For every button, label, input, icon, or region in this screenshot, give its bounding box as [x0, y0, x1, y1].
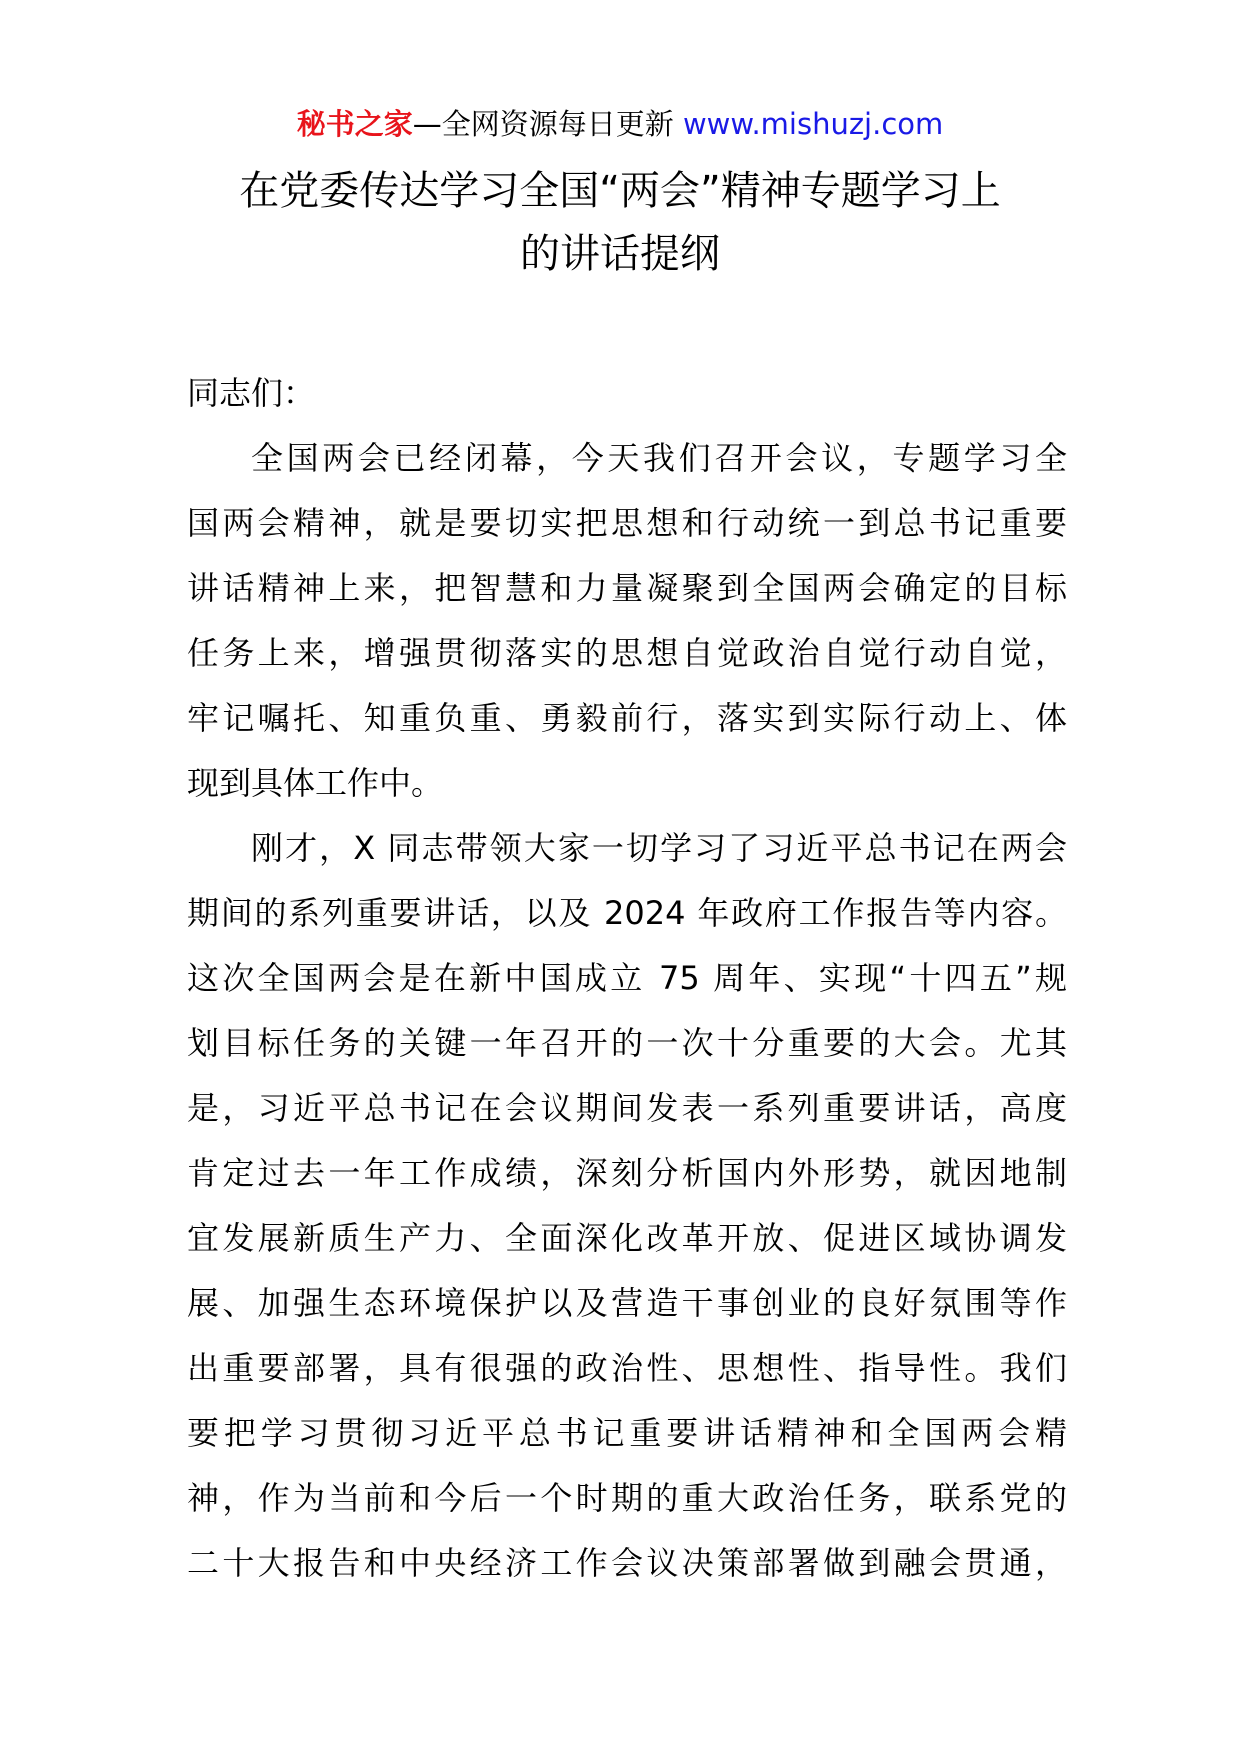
- site-brand: 秘书之家: [296, 107, 413, 141]
- site-header: [0, 104, 1240, 144]
- paragraph-line: 划目标任务的关键一年召开的一次十分重要的大会。尤其: [187, 1024, 1067, 1062]
- paragraph-line: 全国两会已经闭幕，今天我们召开会议，专题学习全: [251, 439, 1067, 477]
- paragraph-line: 展、加强生态环境保护以及营造干事创业的良好氛围等作: [187, 1284, 1067, 1322]
- paragraph-line: 牢记嘱托、知重负重、勇毅前行，落实到实际行动上、体: [187, 699, 1067, 737]
- paragraph-line: 这次全国两会是在新中国成立 75 周年、实现“十四五”规: [187, 959, 1067, 997]
- paragraph-line: 神，作为当前和今后一个时期的重大政治任务，联系党的: [187, 1479, 1067, 1517]
- site-url-link[interactable]: www.mishuzj.com: [682, 107, 944, 141]
- paragraph-line: 期间的系列重要讲话，以及 2024 年政府工作报告等内容。: [187, 894, 1067, 932]
- paragraph-line: 现到具体工作中。: [187, 764, 444, 802]
- paragraph-line: 出重要部署，具有很强的政治性、思想性、指导性。我们: [187, 1349, 1067, 1387]
- salutation: 同志们：: [187, 374, 316, 412]
- paragraph-line: 是，习近平总书记在会议期间发表一系列重要讲话，高度: [187, 1089, 1067, 1127]
- document-body: [187, 361, 1067, 1596]
- document-title-line-1: 在党委传达学习全国“两会”精神专题学习上: [239, 168, 1001, 214]
- paragraph-line: 刚才，X 同志带领大家一切学习了习近平总书记在两会: [251, 829, 1067, 867]
- paragraph-2: [187, 816, 1067, 1596]
- site-tagline: —全网资源每日更新: [412, 107, 683, 141]
- paragraph-line: 要把学习贯彻习近平总书记重要讲话精神和全国两会精: [187, 1414, 1067, 1452]
- document-title-line-2: 的讲话提纲: [520, 231, 720, 277]
- document-title: [150, 160, 1090, 286]
- paragraph-line: 肯定过去一年工作成绩，深刻分析国内外形势，就因地制: [187, 1154, 1067, 1192]
- paragraph-line: 讲话精神上来，把智慧和力量凝聚到全国两会确定的目标: [187, 569, 1067, 607]
- paragraph-line: 宜发展新质生产力、全面深化改革开放、促进区域协调发: [187, 1219, 1067, 1257]
- paragraph-line: 任务上来，增强贯彻落实的思想自觉政治自觉行动自觉，: [187, 634, 1067, 672]
- paragraph-line: 国两会精神，就是要切实把思想和行动统一到总书记重要: [187, 504, 1067, 542]
- paragraph-line: 二十大报告和中央经济工作会议决策部署做到融会贯通，: [187, 1544, 1067, 1582]
- paragraph-1: [187, 426, 1067, 816]
